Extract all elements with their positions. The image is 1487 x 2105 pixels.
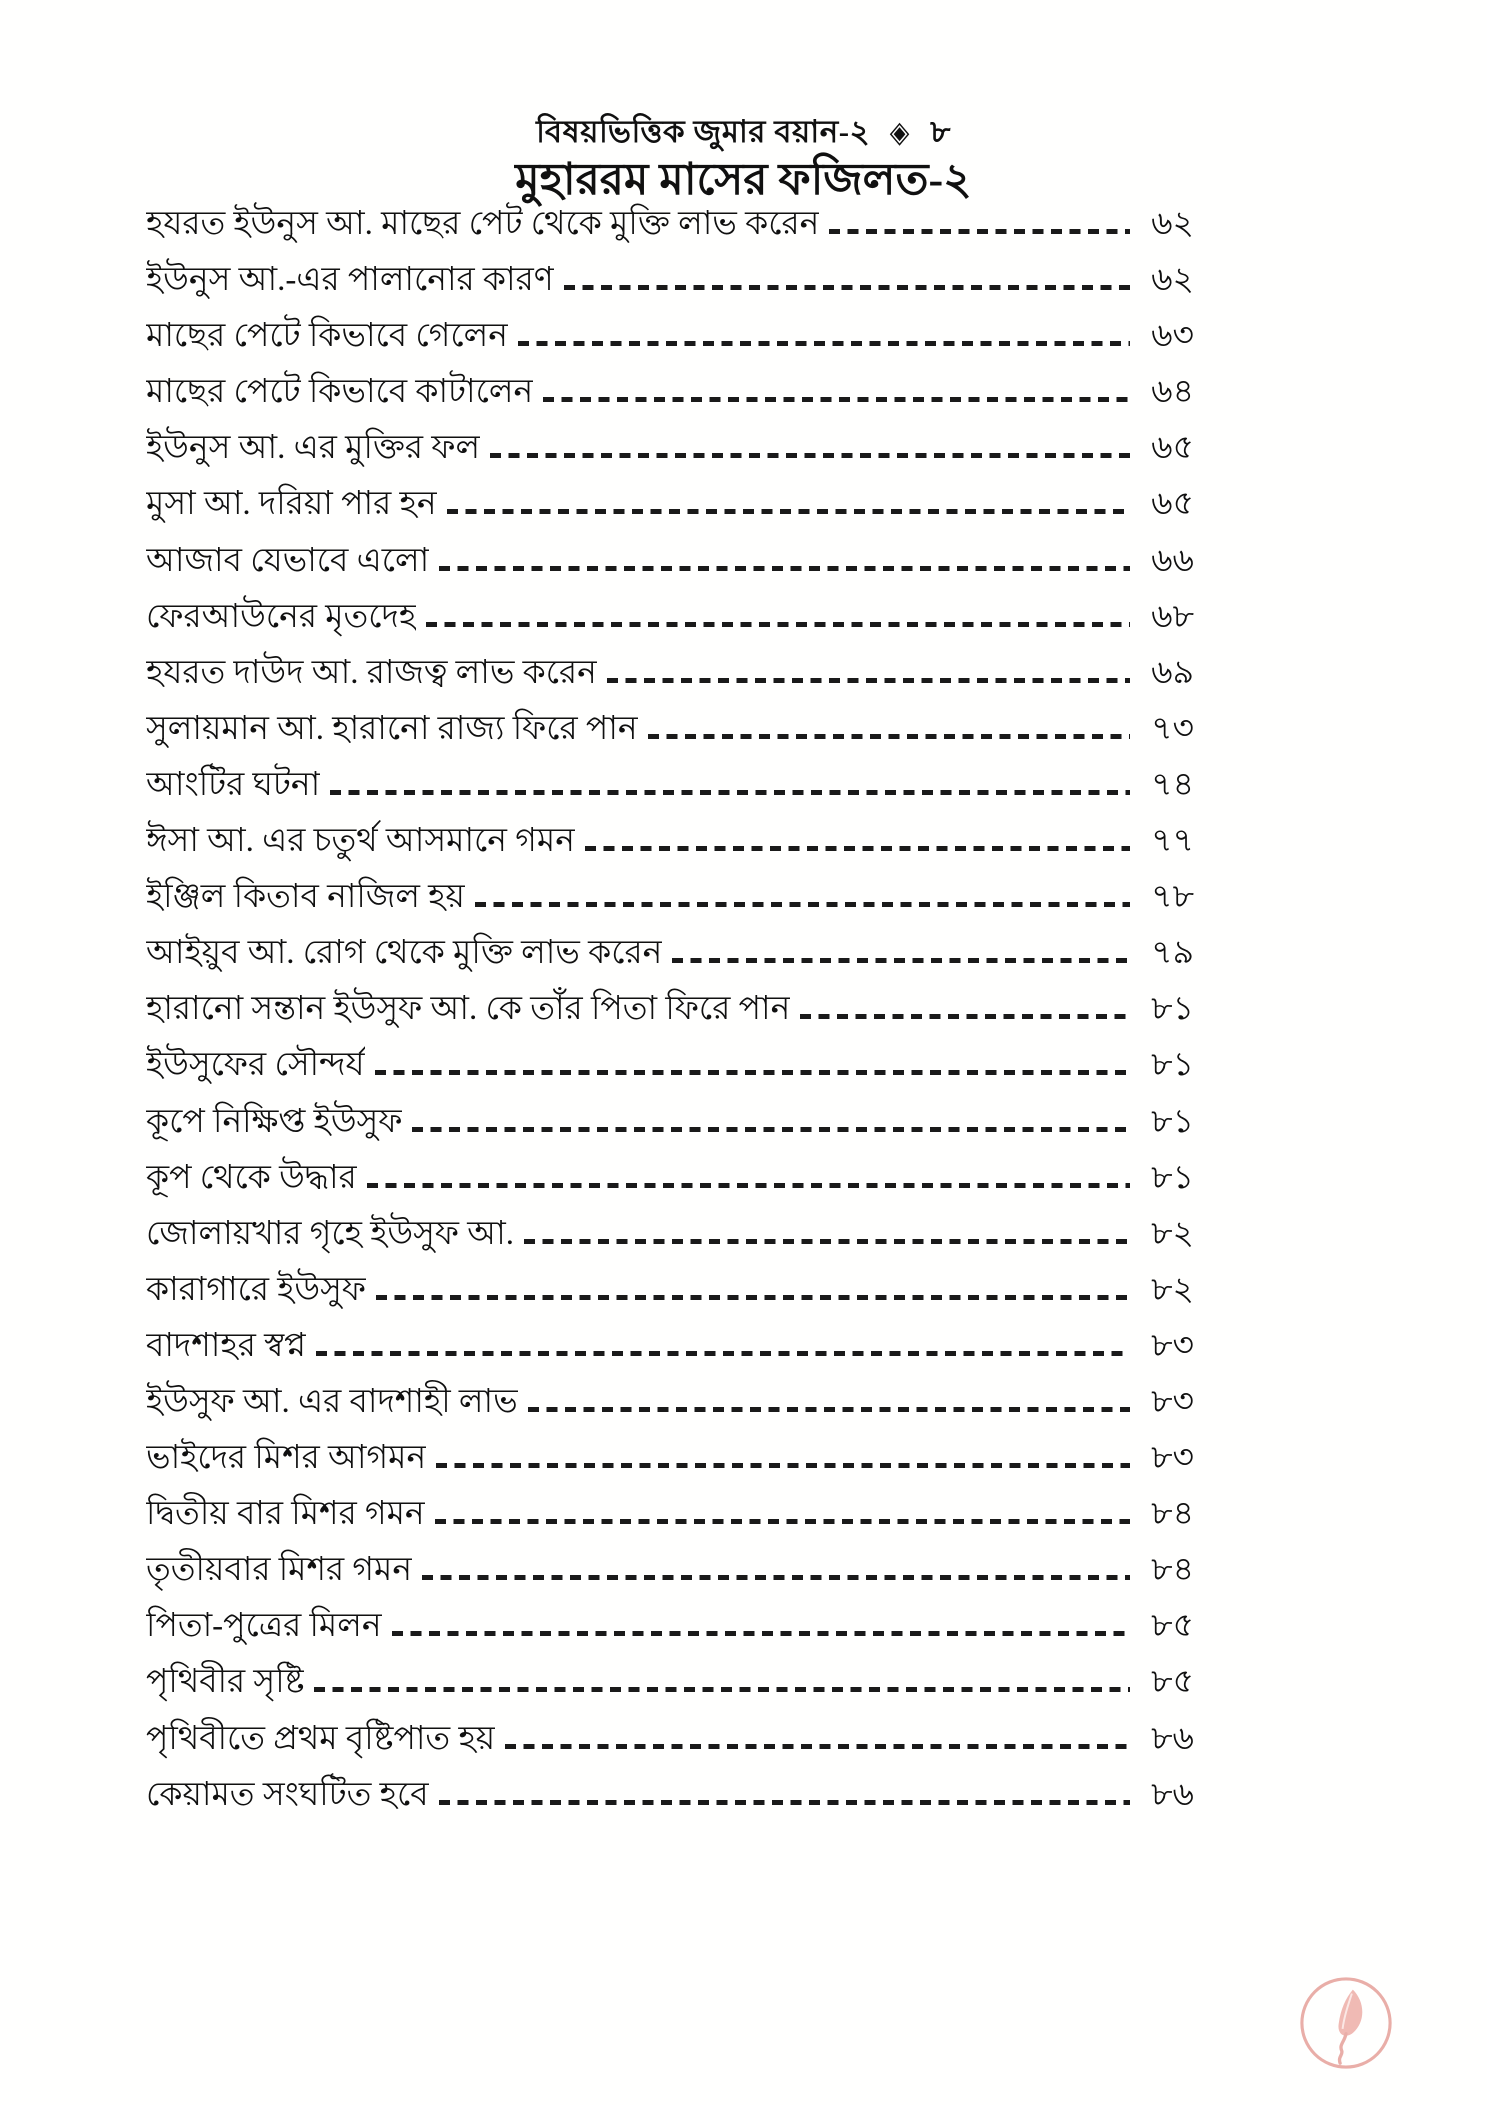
dashed-leader xyxy=(367,1183,1130,1188)
toc-entry xyxy=(146,701,1194,757)
toc-entry-title: জোলায়খার গৃহে ইউসুফ আ. xyxy=(146,1215,514,1252)
toc-entry-page-number: ৮৫ xyxy=(1151,1608,1194,1645)
toc-entry xyxy=(146,1206,1194,1262)
toc-entry-page-number: ৭৪ xyxy=(1151,766,1194,803)
toc-entry xyxy=(146,1598,1194,1654)
toc-entry xyxy=(146,1430,1194,1486)
toc-entry xyxy=(146,981,1194,1037)
dashed-leader xyxy=(490,453,1130,458)
toc-entry xyxy=(146,1094,1194,1150)
toc-entry xyxy=(146,533,1194,589)
dashed-leader xyxy=(672,958,1130,963)
toc-entry-page-number: ৮৬ xyxy=(1151,1720,1194,1757)
toc-entry-page-number: ৬৪ xyxy=(1151,374,1194,411)
dashed-leader xyxy=(518,341,1130,346)
dashed-leader xyxy=(392,1631,1130,1636)
dashed-leader xyxy=(376,1295,1130,1300)
toc-entry-page-number: ৮১ xyxy=(1151,1159,1194,1196)
dashed-leader xyxy=(447,509,1130,514)
toc-entry-title: ইউনুস আ. এর মুক্তির ফল xyxy=(146,430,481,467)
toc-entry-title: পিতা-পুত্রের মিলন xyxy=(146,1608,382,1645)
toc-entry xyxy=(146,869,1194,925)
toc-entry-page-number: ৭৮ xyxy=(1151,879,1194,916)
toc-entry xyxy=(146,1318,1194,1374)
toc-entry-page-number: ৮৫ xyxy=(1151,1664,1194,1701)
publisher-quill-logo-icon xyxy=(1297,1974,1395,2072)
toc-entry xyxy=(146,1486,1194,1542)
toc-entry xyxy=(146,645,1194,701)
toc-entry-page-number: ৬৫ xyxy=(1151,430,1194,467)
dashed-leader xyxy=(524,1239,1130,1244)
toc-entry-page-number: ৬৯ xyxy=(1151,654,1194,691)
toc-entry-title: দ্বিতীয় বার মিশর গমন xyxy=(146,1496,425,1533)
toc-entry xyxy=(146,364,1194,420)
toc-entry-title: সুলায়মান আ. হারানো রাজ্য ফিরে পান xyxy=(146,710,638,747)
toc-entry xyxy=(146,1542,1194,1598)
toc-entry-title: ইউসুফ আ. এর বাদশাহী লাভ xyxy=(146,1383,518,1420)
dashed-leader xyxy=(585,846,1130,851)
toc-entry xyxy=(146,1711,1194,1767)
toc-entry-title: ভাইদের মিশর আগমন xyxy=(146,1440,427,1477)
toc-entry-title: ঈসা আ. এর চতুর্থ আসমানে গমন xyxy=(146,823,575,860)
toc-entry-page-number: ৮১ xyxy=(1151,1103,1194,1140)
toc-entry-title: মাছের পেটে কিভাবে কাটালেন xyxy=(146,374,534,411)
toc-entry-page-number: ৮২ xyxy=(1151,1271,1194,1308)
dashed-leader xyxy=(564,285,1130,290)
dashed-leader xyxy=(607,678,1130,683)
toc-entry-title: বাদশাহর স্বপ্ন xyxy=(146,1327,306,1364)
dashed-leader xyxy=(475,902,1130,907)
toc-entry xyxy=(146,308,1194,364)
toc-entry-page-number: ৭৯ xyxy=(1151,935,1194,972)
toc-entry-page-number: ৭৭ xyxy=(1151,823,1194,860)
diamond-separator-icon: ◈ xyxy=(890,116,911,149)
toc-entry xyxy=(146,420,1194,476)
dashed-leader xyxy=(412,1127,1130,1132)
toc-entry-title: ইউসুফের সৌন্দর্য xyxy=(146,1047,365,1084)
running-head-book-title: বিষয়ভিত্তিক জুমার বয়ান-২ xyxy=(536,114,871,149)
dashed-leader xyxy=(648,734,1130,739)
toc-entry-title: মুসা আ. দরিয়া পার হন xyxy=(146,486,437,523)
dashed-leader xyxy=(543,397,1130,402)
toc-entry xyxy=(146,1037,1194,1093)
toc-entry-page-number: ৮২ xyxy=(1151,1215,1194,1252)
running-head-page-number: ৮ xyxy=(930,114,951,149)
toc-entry-title: হারানো সন্তান ইউসুফ আ. কে তাঁর পিতা ফিরে পান xyxy=(146,991,791,1028)
toc-entry-page-number: ৭৩ xyxy=(1151,710,1194,747)
toc-entry xyxy=(146,925,1194,981)
toc-entry-title: তৃতীয়বার মিশর গমন xyxy=(146,1552,413,1589)
toc-entry-page-number: ৮৪ xyxy=(1151,1552,1194,1589)
toc-entry-page-number: ৬২ xyxy=(1151,206,1194,242)
dashed-leader xyxy=(505,1744,1130,1749)
toc-entry xyxy=(146,476,1194,532)
toc-entry xyxy=(146,196,1194,252)
toc-entry-title: ফেরআউনের মৃতদেহ xyxy=(146,598,417,635)
dashed-leader xyxy=(435,1519,1130,1524)
toc-entry-title: কেয়ামত সংঘটিত হবে xyxy=(146,1776,429,1813)
toc-entry-title: হযরত ইউনুস আ. মাছের পেট থেকে মুক্তি লাভ করেন xyxy=(146,206,820,242)
dashed-leader xyxy=(375,1070,1130,1075)
table-of-contents xyxy=(146,196,1194,1823)
dashed-leader xyxy=(528,1407,1130,1412)
toc-entry-page-number: ৬২ xyxy=(1151,262,1194,299)
toc-entry-page-number: ৮৪ xyxy=(1151,1496,1194,1533)
toc-entry-page-number: ৮৩ xyxy=(1151,1383,1194,1420)
toc-entry-title: আজাব যেভাবে এলো xyxy=(146,542,430,579)
dashed-leader xyxy=(422,1575,1130,1580)
toc-entry-page-number: ৮৩ xyxy=(1151,1327,1194,1364)
toc-entry-title: আইয়ুব আ. রোগ থেকে মুক্তি লাভ করেন xyxy=(146,935,663,972)
section-title: মুহাররম মাসের ফজিলত-২ xyxy=(515,155,972,204)
toc-entry-title: কারাগারে ইউসুফ xyxy=(146,1271,367,1308)
dashed-leader xyxy=(436,1463,1130,1468)
toc-entry-page-number: ৮১ xyxy=(1151,1047,1194,1084)
toc-entry-page-number: ৬৩ xyxy=(1151,318,1194,355)
toc-entry xyxy=(146,589,1194,645)
dashed-leader xyxy=(439,566,1130,571)
toc-entry-page-number: ৮৬ xyxy=(1151,1776,1194,1813)
toc-entry xyxy=(146,1150,1194,1206)
toc-entry-title: কূপ থেকে উদ্ধার xyxy=(146,1159,357,1196)
toc-entry-title: ইঞ্জিল কিতাব নাজিল হয় xyxy=(146,879,465,916)
toc-entry-title: কূপে নিক্ষিপ্ত ইউসুফ xyxy=(146,1103,403,1140)
toc-entry-title: মাছের পেটে কিভাবে গেলেন xyxy=(146,318,508,355)
toc-entry xyxy=(146,1374,1194,1430)
toc-entry xyxy=(146,252,1194,308)
toc-entry-title: পৃথিবীর সৃষ্টি xyxy=(146,1664,305,1701)
dashed-leader xyxy=(800,1014,1130,1019)
toc-entry xyxy=(146,757,1194,813)
toc-entry-title: পৃথিবীতে প্রথম বৃষ্টিপাত হয় xyxy=(146,1720,496,1757)
toc-entry-page-number: ৬৬ xyxy=(1151,542,1194,579)
dashed-leader xyxy=(439,1800,1130,1805)
dashed-leader xyxy=(316,1351,1130,1356)
toc-entry-title: আংটির ঘটনা xyxy=(146,766,321,803)
toc-entry xyxy=(146,1767,1194,1823)
toc-entry-title: হযরত দাউদ আ. রাজত্ব লাভ করেন xyxy=(146,654,597,691)
toc-entry-page-number: ৮১ xyxy=(1151,991,1194,1028)
toc-entry-page-number: ৬৮ xyxy=(1151,598,1194,635)
toc-entry-page-number: ৮৩ xyxy=(1151,1440,1194,1477)
toc-entry xyxy=(146,813,1194,869)
dashed-leader xyxy=(330,790,1130,795)
toc-entry-page-number: ৬৫ xyxy=(1151,486,1194,523)
toc-entry xyxy=(146,1654,1194,1710)
toc-entry xyxy=(146,1262,1194,1318)
dashed-leader xyxy=(314,1687,1130,1692)
toc-entry-title: ইউনুস আ.-এর পালানোর কারণ xyxy=(146,262,554,299)
dashed-leader xyxy=(426,622,1130,627)
dashed-leader xyxy=(829,229,1130,234)
